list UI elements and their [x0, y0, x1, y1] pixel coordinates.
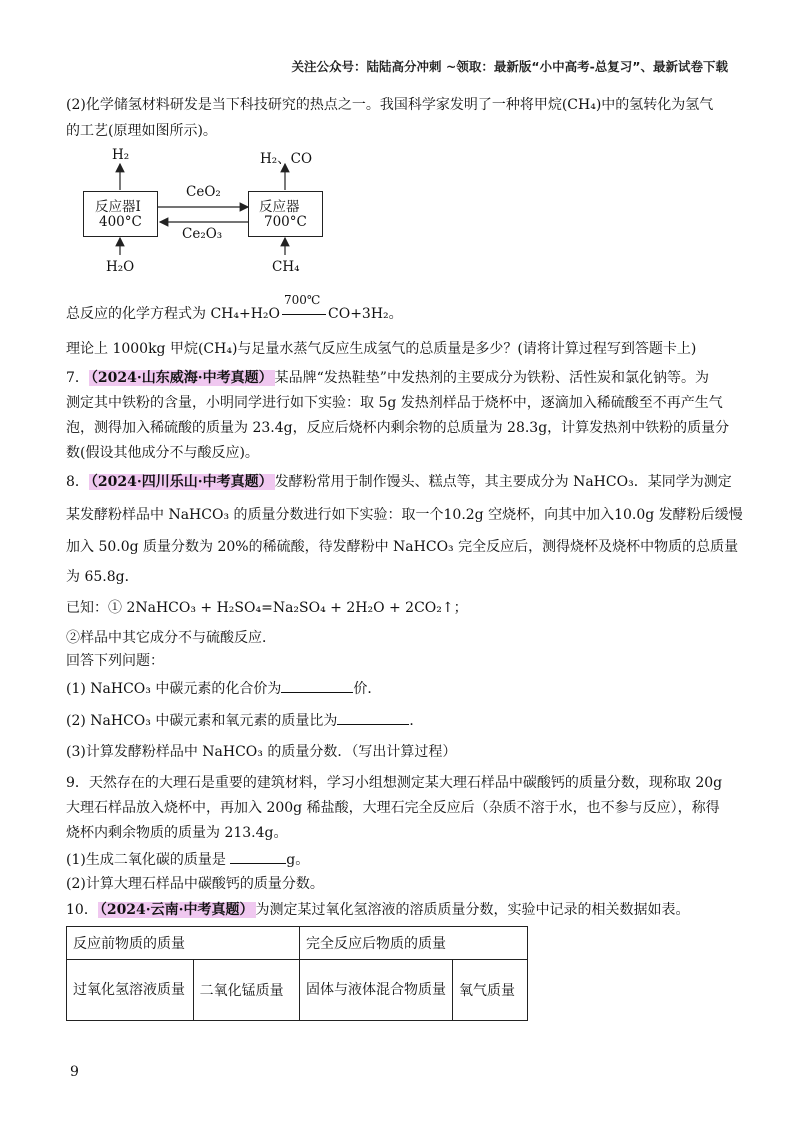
- q7-line4: 数(假设其他成分不与酸反应)。: [66, 445, 259, 461]
- reactor-2-box: [248, 191, 323, 237]
- table-cell-mixture-mass: 固体与液体混合物质量: [300, 960, 453, 1021]
- q9-sub1-unit: g。: [286, 852, 310, 868]
- table-cell-mno2-mass: 二氧化锰质量: [193, 960, 299, 1021]
- table-header-after: 完全反应后物质的质量: [300, 927, 528, 960]
- table-cell-h2o2-mass: 过氧化氢溶液质量: [67, 960, 194, 1021]
- q9-sub1-answer-blank[interactable]: [230, 849, 286, 864]
- q7-line2: 测定其中铁粉的含量，小明同学进行如下实验：取 5g 发热剂样品于烧杯中，逐滴加入稀硫酸至不再产生气: [66, 395, 723, 411]
- q10-text: 为测定某过氧化氢溶液的溶质质量分数，实验中记录的相关数据如表。: [255, 902, 690, 918]
- overall-equation: [66, 293, 403, 324]
- equation-products: CO+3H₂。: [328, 306, 403, 322]
- q8-text1: 发酵粉常用于制作馒头、糕点等，其主要成分为 NaHCO₃．某同学为测定: [274, 474, 732, 490]
- q8-sub1-unit: 价．: [353, 681, 382, 697]
- q8-line3: 加入 50.0g 质量分数为 20%的稀硫酸，待发酵粉中 NaHCO₃ 完全反应后，测得烧杯及烧杯中物质的总质量: [66, 539, 739, 555]
- q8-source-tag: （2024·四川乐山·中考真题）: [90, 474, 273, 490]
- q8-line2: 某发酵粉样品中 NaHCO₃ 的质量分数进行如下实验：取一个10.2g 空烧杯，向其中加入10.0g 发酵粉后缓慢: [66, 507, 743, 523]
- q8-sub1: [66, 678, 381, 699]
- q8-number: 8．: [66, 474, 89, 490]
- reactor-1-name: 反应器I: [95, 199, 141, 215]
- q9-sub1-text: (1)生成二氧化碳的质量是: [66, 852, 226, 868]
- q9-sub1: [66, 849, 309, 870]
- equation-condition-arrow: [280, 293, 328, 324]
- reactor-diagram: [60, 145, 360, 285]
- page-header: 关注公众号：陆陆高分冲刺 ~领取：最新版“小中高考-总复习”、最新试卷下载: [291, 59, 728, 74]
- arrow-label-ce2o3: Ce₂O₃: [182, 226, 223, 242]
- q8-prompt: 回答下列问题：: [66, 653, 164, 669]
- q9-line1: 9．天然存在的大理石是重要的建筑材料，学习小组想测定某大理石样品中碳酸钙的质量分数，现称取 20g: [66, 775, 723, 791]
- q8-line1: [66, 472, 732, 492]
- q10-source-tag: （2024·云南·中考真题）: [99, 902, 254, 918]
- table-header-row: [67, 927, 528, 960]
- q8-sub1-answer-blank[interactable]: [281, 678, 353, 693]
- arrow-label-ceo2: CeO₂: [186, 184, 221, 200]
- q9-line2: 大理石样品放入烧杯中，再加入 200g 稀盐酸，大理石完全反应后（杂质不溶于水，也不参与反应），称得: [66, 800, 720, 816]
- q8-sub2-text: (2) NaHCO₃ 中碳元素和氧元素的质量比为: [66, 713, 338, 729]
- table-header-before: 反应前物质的质量: [67, 927, 300, 960]
- q7-line3: 泡，测得加入稀硫酸的质量为 23.4g，反应后烧杯内剩余物的总质量为 28.3g，计算发热剂中铁粉的质量分: [66, 420, 730, 436]
- table-row: [67, 960, 528, 1021]
- q8-sub3: (3)计算发酵粉样品中 NaHCO₃ 的质量分数．（写出计算过程）: [66, 744, 457, 760]
- q8-sub2-end: ．: [409, 713, 424, 729]
- reactor-1-output: H₂: [112, 147, 130, 163]
- q6-question: 理论上 1000kg 甲烷(CH₄)与足量水蒸气反应生成氢气的总质量是多少？(请将计算过程写到答题卡上): [66, 341, 697, 357]
- q8-known-equation: 已知：① 2NaHCO₃ + H₂SO₄=Na₂SO₄ + 2H₂O + 2CO₂↑；: [66, 600, 468, 616]
- equation-reactants: 总反应的化学方程式为 CH₄+H₂O: [66, 306, 281, 322]
- q8-sub2: [66, 710, 423, 731]
- reactor-1-box: [83, 191, 158, 237]
- q7-text1: 某品牌“发热鞋垫”中发热剂的主要成分为铁粉、活性炭和氯化钠等。为: [274, 370, 709, 386]
- q7-line1: [66, 368, 709, 388]
- reactor-1-temp: 400°C: [99, 214, 142, 230]
- q6-part2-line2: 的工艺(原理如图所示)。: [66, 123, 217, 139]
- reactor-2-input: CH₄: [272, 259, 300, 275]
- q9-line3: 烧杯内剩余物质的质量为 213.4g。: [66, 825, 288, 841]
- q9-sub2: (2)计算大理石样品中碳酸钙的质量分数。: [66, 876, 324, 892]
- reactor-2-name: 反应器: [259, 199, 300, 215]
- q10-number: 10．: [66, 902, 98, 918]
- reactor-2-temp: 700°C: [264, 214, 307, 230]
- page-number: 9: [70, 1064, 79, 1080]
- q8-sub2-answer-blank[interactable]: [337, 710, 409, 725]
- q10-line1: [66, 900, 690, 920]
- data-table: [66, 926, 528, 1021]
- reactor-1-input: H₂O: [106, 259, 135, 275]
- q6-part2-line1: (2)化学储氢材料研发是当下科技研究的热点之一。我国科学家发明了一种将甲烷(CH₄)中的氢转化为氢气: [66, 97, 714, 113]
- q8-known-condition: ②样品中其它成分不与硫酸反应．: [66, 630, 276, 646]
- q8-line4: 为 65.8g．: [66, 569, 139, 585]
- reactor-2-output: H₂、CO: [260, 151, 313, 167]
- q7-number: 7．: [66, 370, 89, 386]
- q7-source-tag: （2024·山东威海·中考真题）: [90, 370, 273, 386]
- table-cell-oxygen-mass: 氧气质量: [453, 960, 528, 1021]
- equation-condition: 700℃: [284, 293, 321, 307]
- q8-sub1-text: (1) NaHCO₃ 中碳元素的化合价为: [66, 681, 282, 697]
